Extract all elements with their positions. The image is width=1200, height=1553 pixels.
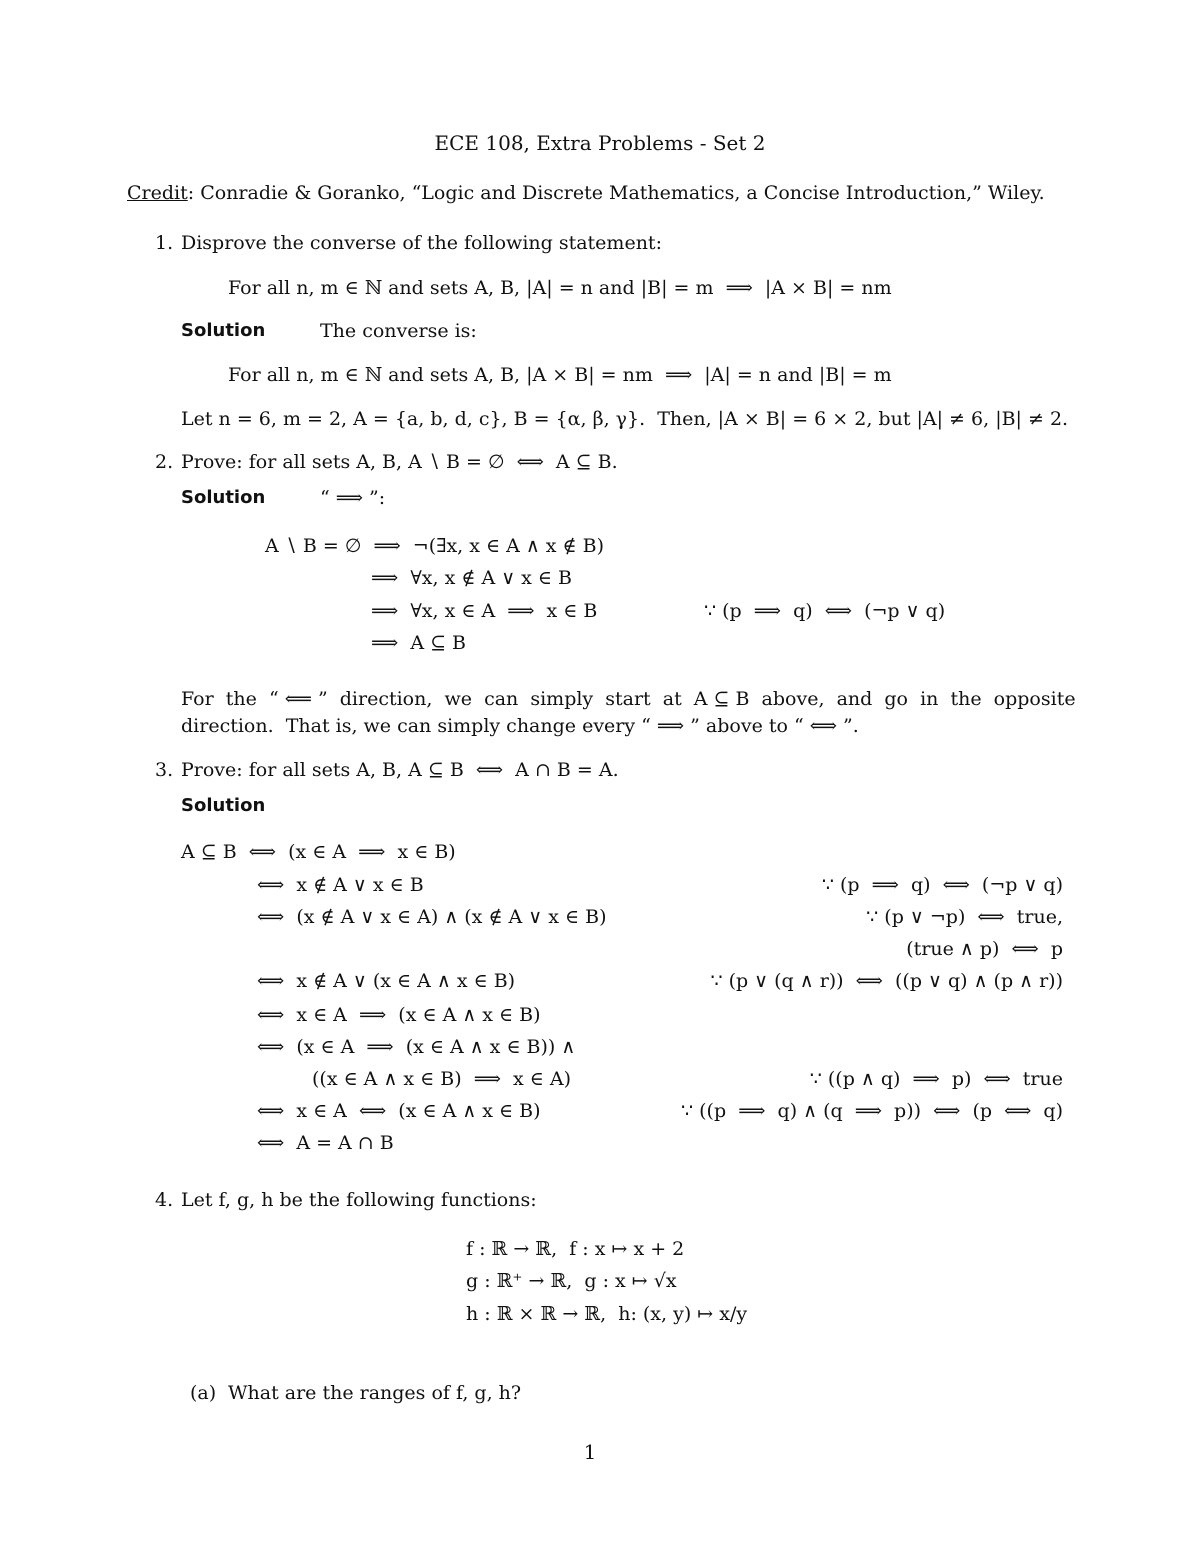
problem-4-number: 4. — [155, 1189, 174, 1211]
problem-4-function-g: g : ℝ⁺ → ℝ, g : x ↦ √x — [466, 1270, 677, 1292]
problem-3-proof-line-6: ⟺ (x ∈ A ⟹ (x ∈ A ∧ x ∈ B)) ∧ — [257, 1036, 576, 1058]
problem-2-proof-line-2: ⟹ ∀x, x ∉ A ∨ x ∈ B — [371, 567, 572, 589]
problem-3-justification-2b: (true ∧ p) ⟺ p — [906, 938, 1063, 960]
credit-line — [127, 184, 1045, 203]
problem-2-proof-line-4: ⟹ A ⊆ B — [371, 632, 466, 654]
problem-2-number: 2. — [155, 451, 174, 473]
problem-1-number: 1. — [155, 232, 174, 254]
problem-3-proof-line-2: ⟺ x ∉ A ∨ x ∈ B — [257, 874, 424, 896]
problem-3-justification-1: ∵ (p ⟹ q) ⟺ (¬p ∨ q) — [821, 874, 1063, 896]
problem-1-counterexample: Let n = 6, m = 2, A = {a, b, d, c}, B = {α, β, γ}. Then, |A × B| = 6 × 2, but |A| ≠ 6, |B| ≠ 2. — [181, 408, 1069, 430]
problem-3-proof-line-8: ⟺ x ∈ A ⟺ (x ∈ A ∧ x ∈ B) — [257, 1100, 541, 1122]
problem-4-statement: Let f, g, h be the following functions: — [181, 1189, 537, 1211]
credit-text: : Conradie & Goranko, “Logic and Discrete Mathematics, a Concise Introduction,” Wiley. — [187, 182, 1045, 204]
problem-3-proof-line-4: ⟺ x ∉ A ∨ (x ∈ A ∧ x ∈ B) — [257, 970, 516, 992]
page-number: 1 — [583, 1440, 597, 1464]
problem-2-justification: ∵ (p ⟹ q) ⟺ (¬p ∨ q) — [704, 600, 946, 622]
problem-4-function-f: f : ℝ → ℝ, f : x ↦ x + 2 — [466, 1238, 685, 1260]
problem-4-part-a-text: What are the ranges of f, g, h? — [228, 1382, 522, 1404]
problem-1-converse: For all n, m ∈ ℕ and sets A, B, |A × B| = nm ⟹ |A| = n and |B| = m — [228, 364, 892, 386]
problem-3-justification-2a: ∵ (p ∨ ¬p) ⟺ true, — [866, 906, 1063, 928]
problem-1-solution-label: Solution — [181, 320, 266, 341]
problem-3-number: 3. — [155, 759, 174, 781]
problem-2-direction: “ ⟹ ”: — [320, 487, 386, 509]
problem-2-proof-line-3: ⟹ ∀x, x ∈ A ⟹ x ∈ B — [371, 600, 598, 622]
problem-2-statement: Prove: for all sets A, B, A ∖ B = ∅ ⟺ A ⊆ B. — [181, 451, 618, 473]
problem-2-closing-line-1: For the “ ⟸ ” direction, we can simply start at A ⊆ B above, and go in the opposite — [181, 688, 1076, 710]
page-title: ECE 108, Extra Problems - Set 2 — [434, 131, 766, 155]
problem-4-function-h: h : ℝ × ℝ → ℝ, h: (x, y) ↦ x/y — [466, 1303, 748, 1325]
problem-2-proof-line-1: A ∖ B = ∅ ⟹ ¬(∃x, x ∈ A ∧ x ∉ B) — [265, 535, 605, 557]
problem-2-solution-label: Solution — [181, 487, 266, 508]
problem-1-display-statement: For all n, m ∈ ℕ and sets A, B, |A| = n and |B| = m ⟹ |A × B| = nm — [228, 277, 892, 299]
problem-1-statement: Disprove the converse of the following statement: — [181, 232, 662, 254]
problem-3-justification-3: ∵ (p ∨ (q ∧ r)) ⟺ ((p ∨ q) ∧ (p ∧ r)) — [710, 970, 1063, 992]
problem-3-statement: Prove: for all sets A, B, A ⊆ B ⟺ A ∩ B = A. — [181, 759, 619, 781]
problem-3-proof-line-5: ⟺ x ∈ A ⟹ (x ∈ A ∧ x ∈ B) — [257, 1004, 541, 1026]
problem-1-solution-intro: The converse is: — [320, 320, 477, 342]
problem-3-proof-line-7: ((x ∈ A ∧ x ∈ B) ⟹ x ∈ A) — [312, 1068, 572, 1090]
problem-3-proof-line-9: ⟺ A = A ∩ B — [257, 1132, 394, 1154]
problem-4-part-a-label: (a) — [190, 1382, 217, 1404]
problem-3-proof-line-1: A ⊆ B ⟺ (x ∈ A ⟹ x ∈ B) — [181, 841, 456, 863]
problem-3-justification-5: ∵ ((p ⟹ q) ∧ (q ⟹ p)) ⟺ (p ⟺ q) — [681, 1100, 1063, 1122]
problem-3-proof-line-3: ⟺ (x ∉ A ∨ x ∈ A) ∧ (x ∉ A ∨ x ∈ B) — [257, 906, 607, 928]
problem-3-solution-label: Solution — [181, 795, 266, 816]
credit-label: Credit — [127, 182, 188, 204]
problem-3-justification-4: ∵ ((p ∧ q) ⟹ p) ⟺ true — [809, 1068, 1063, 1090]
problem-2-closing-line-2: direction. That is, we can simply change every “ ⟹ ” above to “ ⟺ ”. — [181, 715, 859, 737]
